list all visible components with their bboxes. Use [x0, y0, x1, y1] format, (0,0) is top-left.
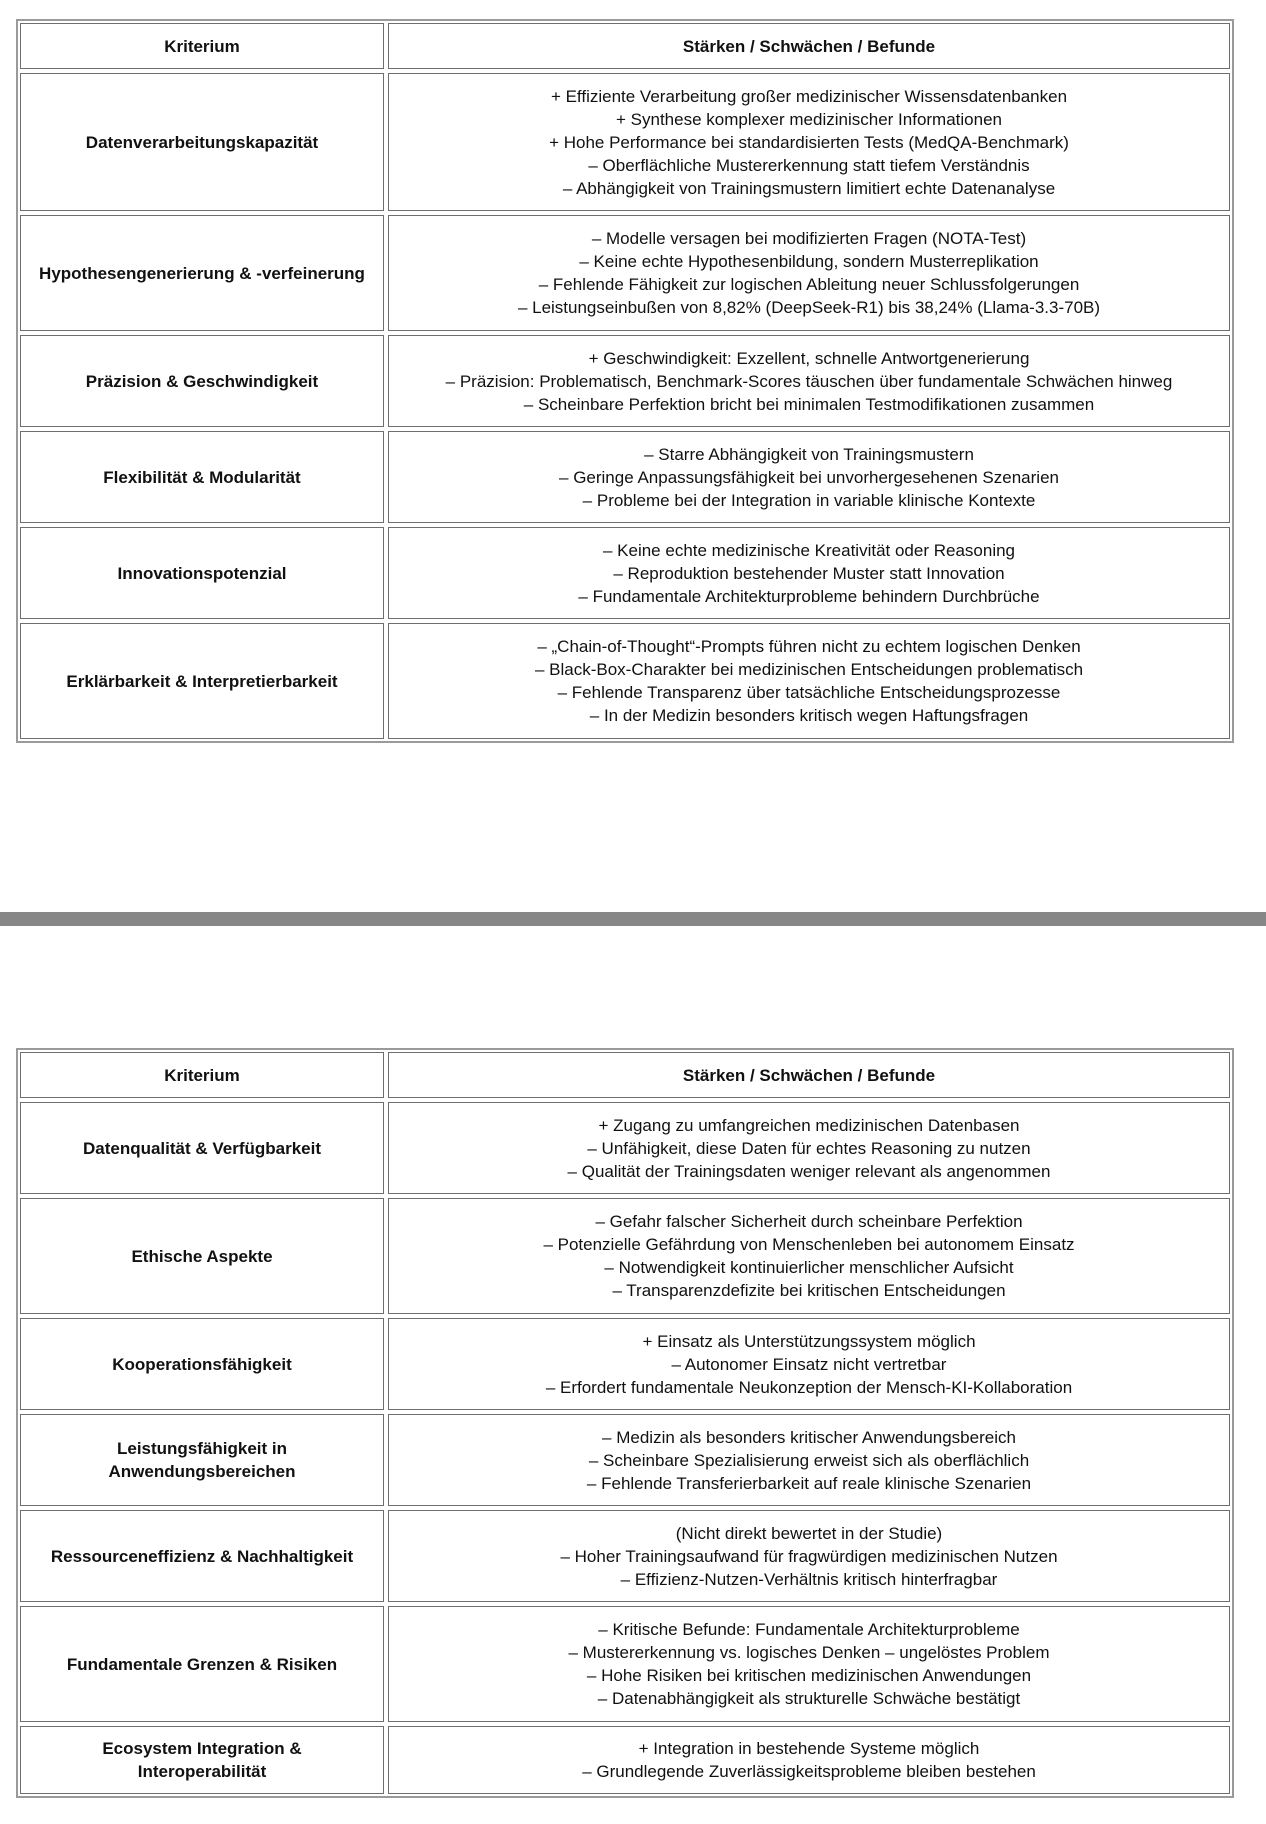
finding-line: – Fundamentale Architekturprobleme behindern Durchbrüche: [578, 586, 1040, 606]
findings-cell: [388, 335, 1230, 427]
criterion-label: Datenqualität & Verfügbarkeit: [82, 1138, 322, 1158]
criterion-label: Leistungsfähigkeit in: [116, 1439, 288, 1458]
findings-cell: [388, 1414, 1230, 1506]
finding-line: – Oberflächliche Mustererkennung statt tiefem Verständnis: [588, 155, 1030, 175]
table-row: [18, 333, 1232, 429]
table-row: [18, 1604, 1232, 1724]
table-row: [18, 1412, 1232, 1508]
findings-cell: [388, 1510, 1230, 1602]
table-row: [18, 525, 1232, 621]
finding-line: – Notwendigkeit kontinuierlicher menschlicher Aufsicht: [604, 1258, 1014, 1277]
findings-cell: [388, 1606, 1230, 1722]
finding-line: – Mustererkennung vs. logisches Denken – ungelöstes Problem: [568, 1643, 1050, 1662]
criterion-cell: [20, 1318, 384, 1410]
criterion-cell: [20, 623, 384, 739]
finding-line: + Geschwindigkeit: Exzellent, schnelle Antwortgenerierung: [588, 348, 1030, 368]
header-findings: Stärken / Schwächen / Befunde: [388, 1052, 1230, 1098]
criterion-label: Ethische Aspekte: [131, 1246, 273, 1266]
finding-line: – „Chain-of-Thought“-Prompts führen nicht zu echtem logischen Denken: [537, 637, 1081, 656]
finding-line: + Einsatz als Unterstützungssystem möglich: [642, 1331, 976, 1351]
table-row: [18, 1100, 1232, 1196]
finding-line: – Black-Box-Charakter bei medizinischen Entscheidungen problematisch: [534, 660, 1084, 679]
criterion-cell: [20, 1606, 384, 1722]
criterion-label: Hypothesengenerierung & -verfeinerung: [39, 263, 365, 283]
findings-cell: [388, 215, 1230, 331]
criterion-label: Ressourceneffizienz & Nachhaltigkeit: [50, 1546, 354, 1566]
finding-line: – Gefahr falscher Sicherheit durch scheinbare Perfektion: [595, 1212, 1023, 1231]
criterion-label: Interoperabilität: [137, 1762, 267, 1781]
finding-line: – Fehlende Transparenz über tatsächliche Entscheidungsprozesse: [557, 683, 1061, 702]
finding-line: – Scheinbare Perfektion bricht bei minimalen Testmodifikationen zusammen: [523, 394, 1095, 414]
finding-line: – Transparenzdefizite bei kritischen Entscheidungen: [612, 1281, 1006, 1300]
criterion-label: Kooperationsfähigkeit: [112, 1354, 292, 1374]
criterion-cell: [20, 1510, 384, 1602]
criterion-cell: [20, 335, 384, 427]
finding-line: – Effizienz-Nutzen-Verhältnis kritisch hinterfragbar: [620, 1569, 998, 1589]
finding-line: – Fehlende Transferierbarkeit auf reale klinische Szenarien: [586, 1473, 1032, 1493]
finding-line: – Fehlende Fähigkeit zur logischen Ableitung neuer Schlussfolgerungen: [538, 275, 1080, 294]
finding-line: – Erfordert fundamentale Neukonzeption der Mensch-KI-Kollaboration: [545, 1377, 1073, 1397]
header-criterion: Kriterium: [20, 23, 384, 69]
table-row: [18, 1724, 1232, 1796]
criterion-cell: [20, 215, 384, 331]
finding-line: – Probleme bei der Integration in variable klinische Kontexte: [582, 490, 1036, 510]
table-row: [18, 1316, 1232, 1412]
findings-cell: [388, 1726, 1230, 1794]
criterion-label: Datenverarbeitungskapazität: [85, 132, 319, 152]
finding-line: – Reproduktion bestehender Muster statt Innovation: [613, 563, 1005, 583]
finding-line: – Hohe Risiken bei kritischen medizinischen Anwendungen: [586, 1666, 1032, 1685]
table-header-row: [18, 1050, 1232, 1100]
finding-line: – Grundlegende Zuverlässigkeitsprobleme bleiben bestehen: [582, 1762, 1036, 1781]
criteria-table-1: [16, 19, 1234, 743]
criterion-label: Fundamentale Grenzen & Risiken: [66, 1654, 338, 1674]
finding-line: – Qualität der Trainingsdaten weniger relevant als angenommen: [567, 1161, 1051, 1181]
finding-line: – In der Medizin besonders kritisch wegen Haftungsfragen: [589, 706, 1029, 725]
findings-cell: [388, 623, 1230, 739]
finding-line: – Präzision: Problematisch, Benchmark-Scores täuschen über fundamentale Schwächen hinweg: [445, 371, 1173, 391]
header-findings: Stärken / Schwächen / Befunde: [388, 23, 1230, 69]
table-row: [18, 621, 1232, 741]
table-row: [18, 1196, 1232, 1316]
findings-cell: [388, 1318, 1230, 1410]
criterion-cell: [20, 1414, 384, 1506]
findings-cell: [388, 73, 1230, 211]
criterion-cell: [20, 1102, 384, 1194]
finding-line: – Datenabhängigkeit als strukturelle Schwäche bestätigt: [597, 1689, 1021, 1708]
header-criterion: Kriterium: [20, 1052, 384, 1098]
finding-line: (Nicht direkt bewertet in der Studie): [675, 1523, 943, 1543]
table-row: [18, 1508, 1232, 1604]
criterion-label: Anwendungsbereichen: [108, 1462, 296, 1481]
findings-cell: [388, 527, 1230, 619]
criterion-label: Flexibilität & Modularität: [103, 467, 301, 487]
criterion-cell: [20, 527, 384, 619]
table-row: [18, 429, 1232, 525]
criterion-label: Präzision & Geschwindigkeit: [85, 371, 319, 391]
finding-line: – Geringe Anpassungsfähigkeit bei unvorhergesehenen Szenarien: [559, 467, 1059, 487]
finding-line: – Medizin als besonders kritischer Anwendungsbereich: [602, 1427, 1016, 1447]
findings-cell: [388, 1102, 1230, 1194]
criterion-label: Ecosystem Integration &: [102, 1739, 302, 1758]
criterion-cell: [20, 1198, 384, 1314]
criterion-label: Innovationspotenzial: [117, 563, 287, 583]
finding-line: + Zugang zu umfangreichen medizinischen Datenbasen: [598, 1115, 1020, 1135]
finding-line: – Abhängigkeit von Trainingsmustern limitiert echte Datenanalyse: [562, 178, 1056, 198]
finding-line: + Hohe Performance bei standardisierten Tests (MedQA-Benchmark): [549, 132, 1069, 152]
findings-cell: [388, 1198, 1230, 1314]
criterion-cell: [20, 1726, 384, 1794]
finding-line: – Keine echte Hypothesenbildung, sondern Musterreplikation: [579, 252, 1039, 271]
finding-line: – Hoher Trainingsaufwand für fragwürdigen medizinischen Nutzen: [560, 1546, 1058, 1566]
table-header-row: [18, 21, 1232, 71]
finding-line: – Autonomer Einsatz nicht vertretbar: [671, 1354, 947, 1374]
table-row: [18, 213, 1232, 333]
finding-line: – Keine echte medizinische Kreativität oder Reasoning: [602, 540, 1016, 560]
criterion-cell: [20, 73, 384, 211]
finding-line: – Modelle versagen bei modifizierten Fragen (NOTA-Test): [591, 229, 1027, 248]
finding-line: + Integration in bestehende Systeme möglich: [638, 1739, 980, 1758]
criterion-cell: [20, 431, 384, 523]
finding-line: + Synthese komplexer medizinischer Informationen: [616, 109, 1002, 129]
finding-line: + Effiziente Verarbeitung großer medizinischer Wissensdatenbanken: [550, 86, 1068, 106]
finding-line: – Leistungseinbußen von 8,82% (DeepSeek-R1) bis 38,24% (Llama-3.3-70B): [517, 298, 1101, 317]
page-divider: [0, 912, 1266, 926]
finding-line: – Potenzielle Gefährdung von Menschenleben bei autonomem Einsatz: [543, 1235, 1075, 1254]
table-row: [18, 71, 1232, 213]
criteria-table-2: [16, 1048, 1234, 1798]
finding-line: – Unfähigkeit, diese Daten für echtes Reasoning zu nutzen: [587, 1138, 1031, 1158]
finding-line: – Kritische Befunde: Fundamentale Architekturprobleme: [598, 1620, 1020, 1639]
criterion-label: Erklärbarkeit & Interpretierbarkeit: [66, 671, 338, 691]
finding-line: – Scheinbare Spezialisierung erweist sich als oberflächlich: [588, 1450, 1030, 1470]
finding-line: – Starre Abhängigkeit von Trainingsmustern: [644, 444, 974, 464]
findings-cell: [388, 431, 1230, 523]
